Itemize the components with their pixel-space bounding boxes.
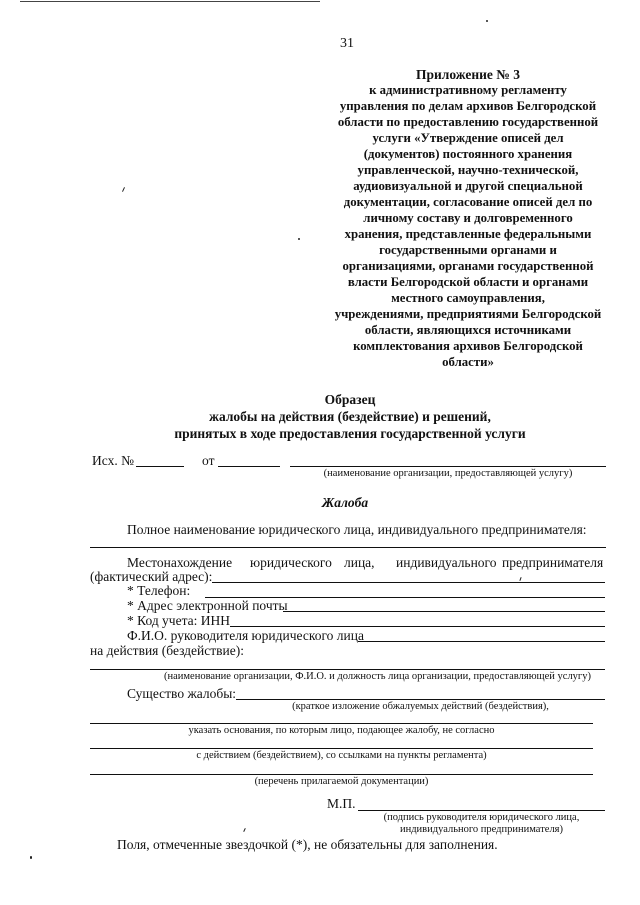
- complaint-title: Жалоба: [321, 495, 369, 510]
- grounds-caption: указать основания, по которым лицо, подающее жалобу, не согласно: [188, 725, 495, 736]
- appendix-title: Приложение № 3: [416, 67, 520, 82]
- organization-field[interactable]: [290, 466, 606, 467]
- actions-label: на действия (бездействие):: [90, 643, 244, 658]
- appendix-line: области по предоставлению государственной: [337, 115, 599, 129]
- date-field[interactable]: [218, 466, 280, 467]
- location-word: предпринимателя: [502, 555, 604, 570]
- appendix-line: государственными органами и: [379, 243, 557, 257]
- scan-speck: [122, 187, 125, 192]
- scan-speck: [519, 577, 521, 581]
- head-name-field[interactable]: [358, 641, 605, 642]
- organization-caption: (наименование организации, предоставляющей услугу): [323, 468, 573, 479]
- grounds-field[interactable]: [90, 723, 593, 724]
- email-label: * Адрес электронной почты: [127, 598, 288, 613]
- scan-line-top: [20, 1, 320, 2]
- appendix-line: документации, согласование описей дел по: [343, 195, 593, 209]
- essence-label: Существо жалобы:: [127, 686, 237, 701]
- appendix-line: организациями, органами государственной: [342, 259, 594, 273]
- appendix-line: области, являющихся источниками: [364, 323, 572, 337]
- page-number: 31: [340, 36, 354, 51]
- full-name-label: Полное наименование юридического лица, индивидуального предпринимателя:: [127, 522, 587, 537]
- full-name-field[interactable]: [90, 547, 606, 548]
- location-label-2: (фактический адрес):: [90, 569, 213, 584]
- location-word: юридического: [250, 555, 332, 570]
- scan-speck: [30, 856, 32, 859]
- footnote: Поля, отмеченные звездочкой (*), не обязательны для заполнения.: [117, 837, 498, 852]
- appendix-line: к административному регламенту: [369, 83, 567, 97]
- scan-speck: [486, 20, 488, 22]
- seal-label: М.П.: [327, 796, 356, 811]
- ref-number-label: Исх. №: [92, 453, 134, 468]
- actions-field[interactable]: [90, 669, 605, 670]
- appendix-line: комплектования архивов Белгородской: [353, 339, 583, 353]
- date-label: от: [202, 453, 215, 468]
- appendix-line: власти Белгородской области и органами: [347, 275, 589, 289]
- appendix-line: хранения, представленные федеральными: [344, 227, 592, 241]
- documents-field[interactable]: [90, 774, 593, 775]
- signature-caption: (подпись руководителя юридического лица,: [383, 812, 580, 823]
- phone-label: * Телефон:: [127, 583, 191, 598]
- scan-speck: [298, 238, 300, 240]
- documents-caption: (перечень прилагаемой документации): [254, 776, 429, 787]
- location-field[interactable]: [212, 582, 605, 583]
- ref-number-field[interactable]: [136, 466, 184, 467]
- appendix-line: (документов) постоянного хранения: [363, 147, 573, 161]
- location-word: Местонахождение: [127, 555, 233, 570]
- signature-caption: индивидуального предпринимателя): [399, 824, 564, 835]
- appendix-line: учреждениями, предприятиями Белгородской: [334, 307, 602, 321]
- sample-line: принятых в ходе предоставления государственной услуги: [174, 426, 526, 441]
- location-word: лица,: [344, 555, 375, 570]
- appendix-line: местного самоуправления,: [391, 291, 545, 305]
- appendix-line: личному составу и долговременного: [363, 211, 573, 225]
- signature-field[interactable]: [358, 810, 605, 811]
- regulation-field[interactable]: [90, 748, 593, 749]
- appendix-line: услуги «Утверждение описей дел: [372, 131, 564, 145]
- appendix-line: области»: [442, 355, 494, 369]
- essence-field[interactable]: [236, 699, 605, 700]
- actions-caption: (наименование организации, Ф.И.О. и должность лица организации, предоставляющей услугу): [164, 671, 591, 682]
- email-field[interactable]: [283, 611, 605, 612]
- appendix-line: управления по делам архивов Белгородской: [339, 99, 597, 113]
- essence-caption: (краткое изложение обжалуемых действий (бездействия),: [292, 701, 549, 712]
- appendix-line: управленческой, научно-технической,: [357, 163, 579, 177]
- tax-code-label: * Код учета: ИНН: [127, 613, 231, 628]
- tax-code-field[interactable]: [230, 626, 605, 627]
- sample-line: жалобы на действия (бездействие) и решений,: [209, 409, 491, 424]
- scan-speck: [243, 828, 246, 832]
- location-word: индивидуального: [396, 555, 497, 570]
- sample-title: Образец: [324, 392, 376, 407]
- head-name-label: Ф.И.О. руководителя юридического лица: [127, 628, 364, 643]
- regulation-caption: с действием (бездействием), со ссылками на пункты регламента): [196, 750, 487, 761]
- appendix-line: аудиовизуальной и другой специальной: [353, 179, 583, 193]
